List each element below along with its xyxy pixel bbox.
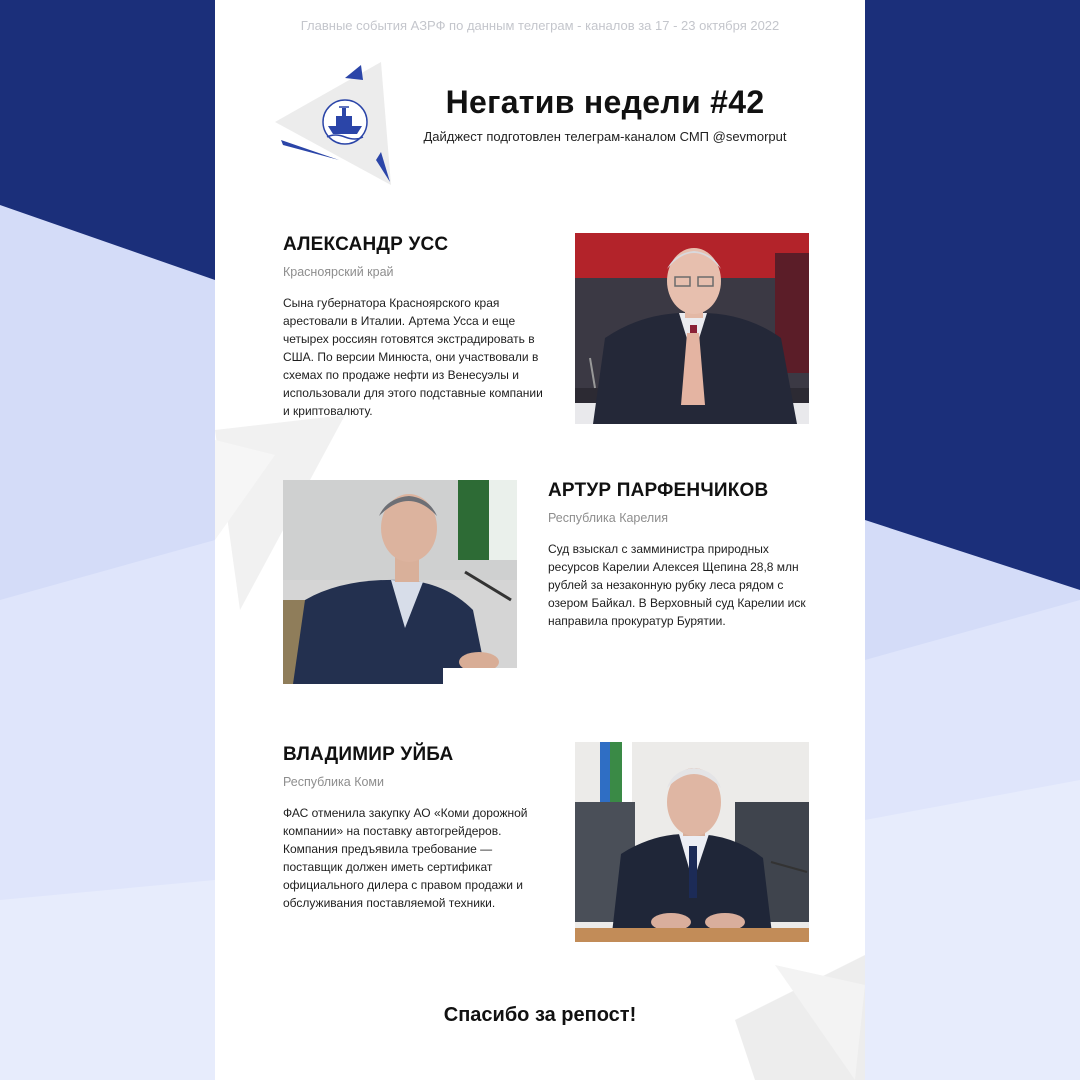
- person-region: Республика Коми: [283, 775, 385, 789]
- person-name: ВЛАДИМИР УЙБА: [283, 744, 454, 765]
- page-title: Негатив недели #42: [445, 84, 765, 120]
- person-description: ФАС отменила закупку АО «Коми дорожной компании» на поставку автогрейдеров. Компания предъявила требование — поставщик должен иметь сертификат официального дилера с правом продажи и обслуживания поставляемой техники.: [283, 806, 528, 910]
- sevmorput-logo-icon: [273, 60, 395, 190]
- person-description: Сына губернатора Красноярского края арестовали в Италии. Артема Усса и еще четырех россиян готовятся экстрадировать в США. По версии Минюста, они участвовали в схемах по продаже нефти из Венесуэлы и использовали для этого подставные компании и криптовалюту.: [283, 296, 543, 418]
- content-card: [215, 0, 865, 1080]
- digest-period-line: Главные события АЗРФ по данным телеграм - каналов за 17 - 23 октября 2022: [300, 18, 780, 33]
- page-subtitle: Дайджест подготовлен телеграм-каналом СМП @sevmorput: [423, 129, 787, 144]
- person-description: Суд взыскал с замминистра природных ресурсов Карелии Алексея Щепина 28,8 млн рублей за незаконную рубку леса рядом с озером Байкал. В Верховный суд Карелии иск направила прокуратур Бурятии.: [548, 542, 806, 628]
- thanks-for-repost: Спасибо за репост!: [443, 1004, 637, 1026]
- person-photo-parfenchikov: [283, 480, 517, 684]
- person-photo-uss: [575, 233, 809, 424]
- person-card-parfenchikov: [548, 480, 818, 630]
- person-name: АЛЕКСАНДР УСС: [283, 234, 449, 255]
- person-name: АРТУР ПАРФЕНЧИКОВ: [548, 480, 769, 501]
- person-card-uyba: [283, 744, 543, 912]
- person-card-uss: [283, 234, 543, 420]
- person-photo-uyba: [575, 742, 809, 942]
- person-region: Красноярский край: [283, 265, 394, 279]
- person-region: Республика Карелия: [548, 511, 668, 525]
